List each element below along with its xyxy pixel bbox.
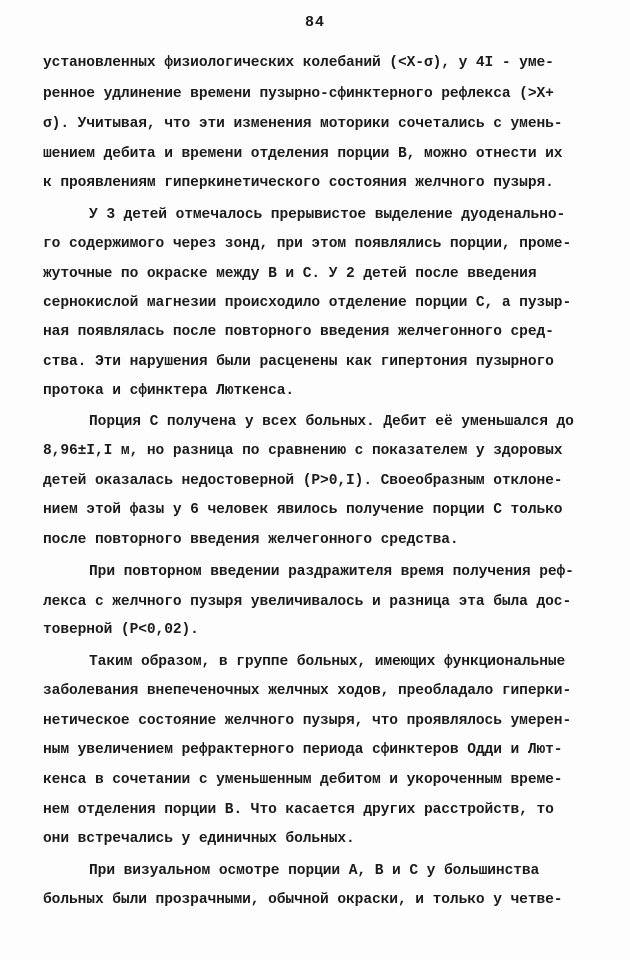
text-line: больных были прозрачными, обычной окраски, и только у четве-: [43, 892, 563, 908]
text-line: установленных физиологических колебаний (<X-σ), у 4I - уме-: [43, 55, 554, 71]
text-line: При повторном введении раздражителя время получения реф-: [89, 564, 574, 580]
text-line: протока и сфинктера Люткенса.: [43, 383, 295, 399]
text-line: лекса с желчного пузыря увеличивалось и разница эта была дос-: [43, 594, 572, 610]
text-line: жуточные по окраске между В и С. У 2 детей после введения: [43, 266, 537, 282]
text-line: Порция С получена у всех больных. Дебит её уменьшался до: [89, 414, 574, 430]
text-line: кенса в сочетании с уменьшенным дебитом и укороченным време-: [43, 772, 563, 788]
text-line: заболевания внепеченочных желчных ходов, преобладало гиперки-: [43, 683, 572, 699]
text-line: ренное удлинение времени пузырно-сфинктерного рефлекса (>X+: [43, 86, 554, 102]
text-line: после повторного введения желчегонного средства.: [43, 532, 459, 548]
text-line: го содержимого через зонд, при этом появлялись порции, проме-: [43, 236, 572, 252]
text-line: нетическое состояние желчного пузыря, что проявлялось умерен-: [43, 713, 572, 729]
page-number: 84: [304, 14, 325, 31]
text-line: ная появлялась после повторного введения желчегонного сред-: [43, 324, 554, 340]
text-line: нем отделения порции В. Что касается других расстройств, то: [43, 802, 554, 818]
text-line: к проявлениям гиперкинетического состояния желчного пузыря.: [43, 175, 554, 191]
text-line: ным увеличением рефрактерного периода сфинктеров Одди и Лют-: [43, 742, 563, 758]
text-line: Таким образом, в группе больных, имеющих функциональные: [89, 654, 566, 670]
text-line: сернокислой магнезии происходило отделение порции С, а пузыр-: [43, 295, 572, 311]
text-line: они встречались у единичных больных.: [43, 831, 355, 847]
text-line: детей оказалась недостоверной (Р>0,I). Своеобразным отклоне-: [43, 473, 563, 489]
text-line: ства. Эти нарушения были расценены как гипертония пузырного: [43, 354, 554, 370]
text-line: товерной (Р<0,02).: [43, 622, 199, 638]
text-line: При визуальном осмотре порции А, В и С у большинства: [89, 863, 540, 879]
text-line: σ). Учитывая, что эти изменения моторики сочетались с умень-: [43, 116, 563, 132]
text-line: нием этой фазы у 6 человек явилось получение порции С только: [43, 502, 563, 518]
text-line: шением дебита и времени отделения порции В, можно отнести их: [43, 146, 563, 162]
text-line: У 3 детей отмечалось прерывистое выделение дуоденально-: [89, 207, 566, 223]
text-line: 8,96±I,I м, но разница по сравнению с показателем у здоровых: [43, 443, 563, 459]
